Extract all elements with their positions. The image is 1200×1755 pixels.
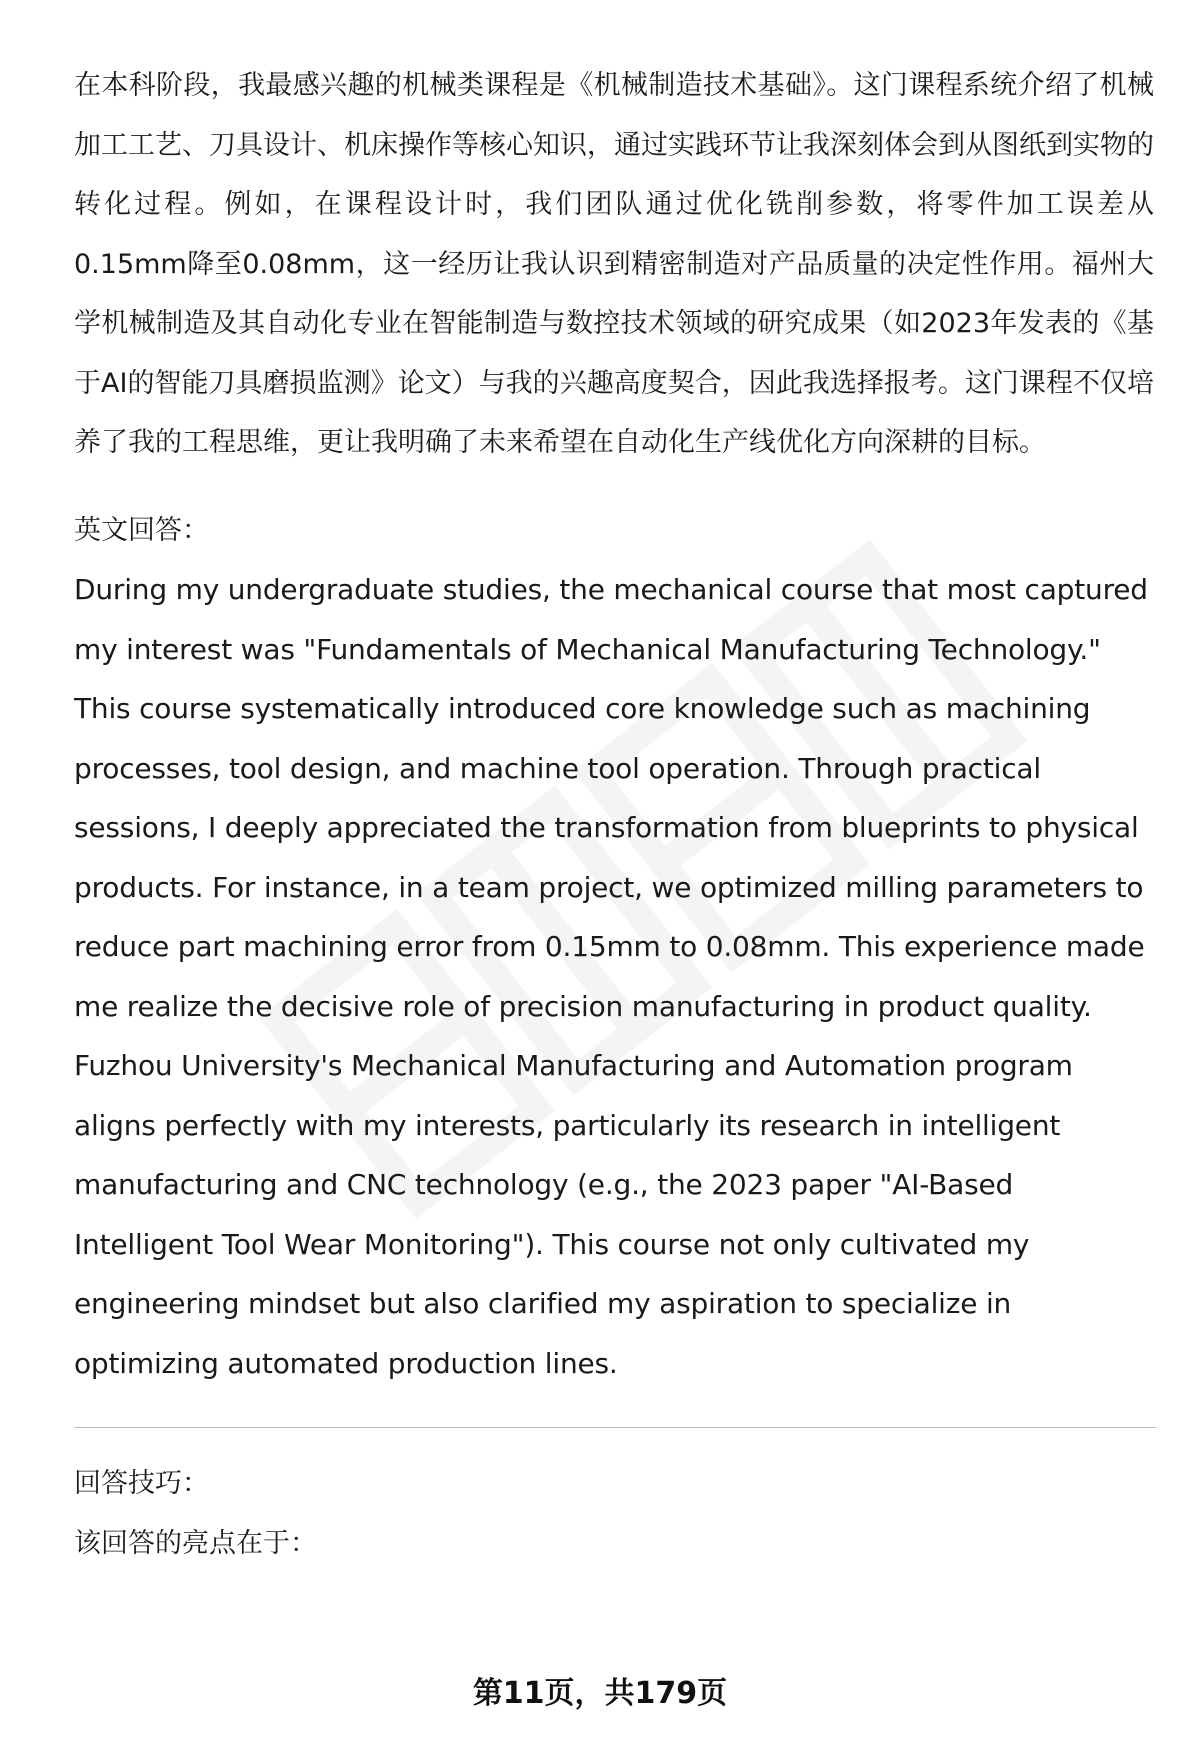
english-answer-paragraph: During my undergraduate studies, the mechanical course that most captured my interest was "Fundamentals of Mechanical Manufacturing Technology." This course systematically introduced core knowledge such as machining processes, tool design, and machine tool operation. Through practical sessions, I deeply appreciated the transformation from blueprints to physical products. For instance, in a team project, we optimized milling parameters to reduce part machining error from 0.15mm to 0.08mm. This experience made me realize the decisive role of precision manufacturing in product quality. Fuzhou University's Mechanical Manufacturing and Automation program aligns perfectly with my interests, particularly its research in intelligent manufacturing and CNC technology (e.g., the 2023 paper "AI-Based Intelligent Tool Wear Monitoring"). This course not only cultivated my engineering mindset but also clarified my aspiration to specialize in optimizing automated production lines. <box>74 573 1148 1380</box>
highlights-label: 该回答的亮点在于： <box>74 1527 317 1559</box>
section-divider <box>74 1427 1156 1428</box>
english-answer-label: 英文回答： <box>74 514 209 546</box>
chinese-answer-paragraph: 在本科阶段，我最感兴趣的机械类课程是《机械制造技术基础》。这门课程系统介绍了机械加工工艺、刀具设计、机床操作等核心知识，通过实践环节让我深刻体会到从图纸到实物的转化过程。例如，在课程设计时，我们团队通过优化铣削参数，将零件加工误差从0.15mm降至0.08mm，这一经历让我认识到精密制造对产品质量的决定性作用。福州大学机械制造及其自动化专业在智能制造与数控技术领域的研究成果（如2023年发表的《基于AI的智能刀具磨损监测》论文）与我的兴趣高度契合，因此我选择报考。这门课程不仅培养了我的工程思维，更让我明确了未来希望在自动化生产线优化方向深耕的目标。 <box>74 70 1154 458</box>
answer-tips-label: 回答技巧： <box>74 1468 209 1499</box>
page-indicator: 第11页，共179页 <box>472 1676 728 1711</box>
document-body <box>74 56 1154 1573</box>
